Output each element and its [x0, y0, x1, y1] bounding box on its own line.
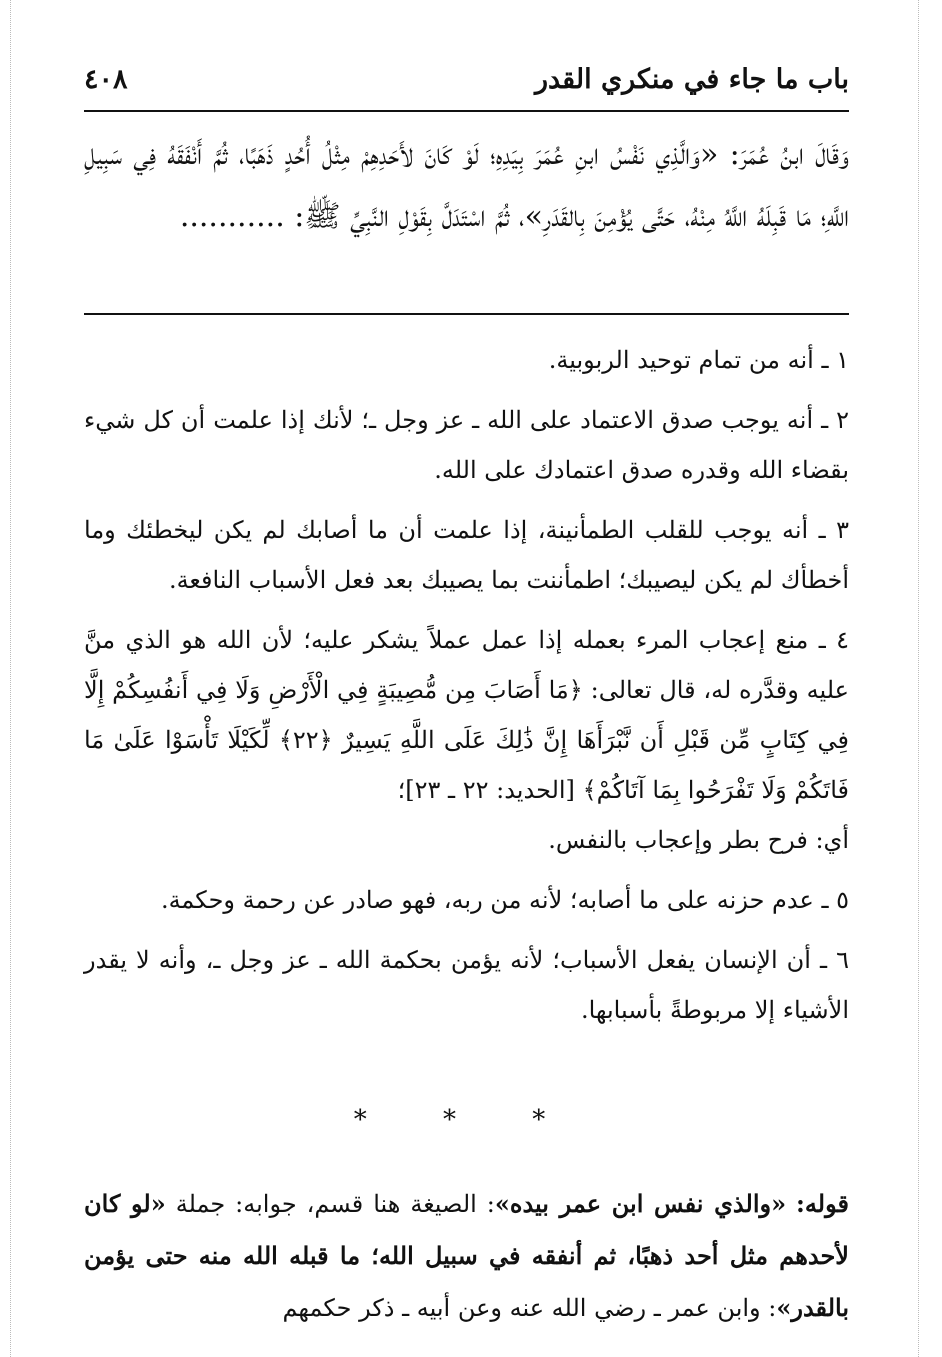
point-4-intro: ٤ ـ منع إعجاب المرء بعمله إذا عمل عملاً يشكر عليه؛ لأن الله هو الذي منَّ عليه وقدَّره له، قال تعالى: — [84, 626, 849, 704]
section-separator: * * * — [353, 1105, 580, 1135]
verse-reference: [الحديد: ٢٢ ـ ٢٣]؛ — [397, 776, 575, 804]
commentary-point-4 — [84, 615, 849, 865]
main-text: وَقَالَ ابنُ عُمَرَ: «وَالَّذِي نَفْسُ ابنِ عُمَرَ بِيَدِهِ؛ لَوْ كَانَ لأَحَدِهِمْ مِثْلُ أُحُدٍ ذَهَبًا، ثُمَّ أَنْفَقَهُ فِي سَبِيلِ اللَّهِ؛ مَا قَبِلَهُ اللَّهُ مِنْهُ، حَتَّى يُؤْمِنَ بِالقَدَرِ»، ثُمَّ اسْتَدَلَّ بِقَوْلِ النَّبِيِّ ﷺ: ........... — [84, 137, 849, 234]
scan-margin-left — [10, 0, 12, 1357]
point-4-explanation: أي: فرح بطر وإعجاب بالنفس. — [548, 826, 849, 854]
sharh-text-1: : الصيغة هنا قسم، جوابه: جملة — [175, 1190, 495, 1218]
page-header — [84, 58, 849, 112]
sharh-text-2: : وابن عمر ـ رضي الله عنه وعن أبيه ـ ذكر حكمهم — [282, 1294, 777, 1322]
footnote-rule — [84, 313, 849, 315]
scan-margin-right — [918, 0, 920, 1357]
explanation-section — [84, 1178, 849, 1334]
commentary-point-1: ١ ـ أنه من تمام توحيد الربوبية. — [548, 346, 849, 374]
sharh-quote-1: «والذي نفس ابن عمر بيده» — [494, 1189, 787, 1218]
sharh-label: قوله: — [796, 1189, 849, 1218]
commentary-point-6: ٦ ـ أن الإنسان يفعل الأسباب؛ لأنه يؤمن بحكمة الله ـ عز وجل ـ، وأنه لا يقدر الأشياء إلا مربوطةً بأسبابها. — [84, 946, 849, 1024]
commentary-point-3: ٣ ـ أنه يوجب للقلب الطمأنينة، إذا علمت أن ما أصابك لم يكن ليخطئك وما أخطأك لم يكن ليصيبك؛ اطمأننت بما يصيبك بعد فعل الأسباب النافعة. — [84, 516, 849, 594]
quran-verse: ﴿مَا أَصَابَ مِن مُّصِيبَةٍ فِي الْأَرْضِ وَلَا فِي أَنفُسِكُمْ إِلَّا فِي كِتَابٍ مِّن قَبْلِ أَن نَّبْرَأَهَا إِنَّ ذَٰلِكَ عَلَى اللَّهِ يَسِيرٌ ﴿٢٢﴾ لِّكَيْلَا تَأْسَوْا عَلَىٰ مَا فَاتَكُمْ وَلَا تَفْرَحُوا بِمَا آتَاكُمْ﴾ — [84, 676, 849, 804]
commentary-point-2: ٢ ـ أنه يوجب صدق الاعتماد على الله ـ عز وجل ـ؛ لأنك إذا علمت أن كل شيء بقضاء الله وقدره صدق اعتمادك على الله. — [84, 406, 849, 484]
chapter-title: باب ما جاء في منكري القدر — [534, 64, 849, 95]
page-number: ٤٠٨ — [84, 64, 128, 95]
commentary-point-5: ٥ ـ عدم حزنه على ما أصابه؛ لأنه من ربه، فهو صادر عن رحمة وحكمة. — [160, 886, 849, 914]
commentary — [84, 335, 849, 1045]
sharh-quote-2: «لو كان لأحدهم مثل أحد ذهبًا، ثم أنفقه في سبيل الله؛ ما قبله الله منه حتى يؤمن بالقدر» — [84, 1189, 849, 1322]
